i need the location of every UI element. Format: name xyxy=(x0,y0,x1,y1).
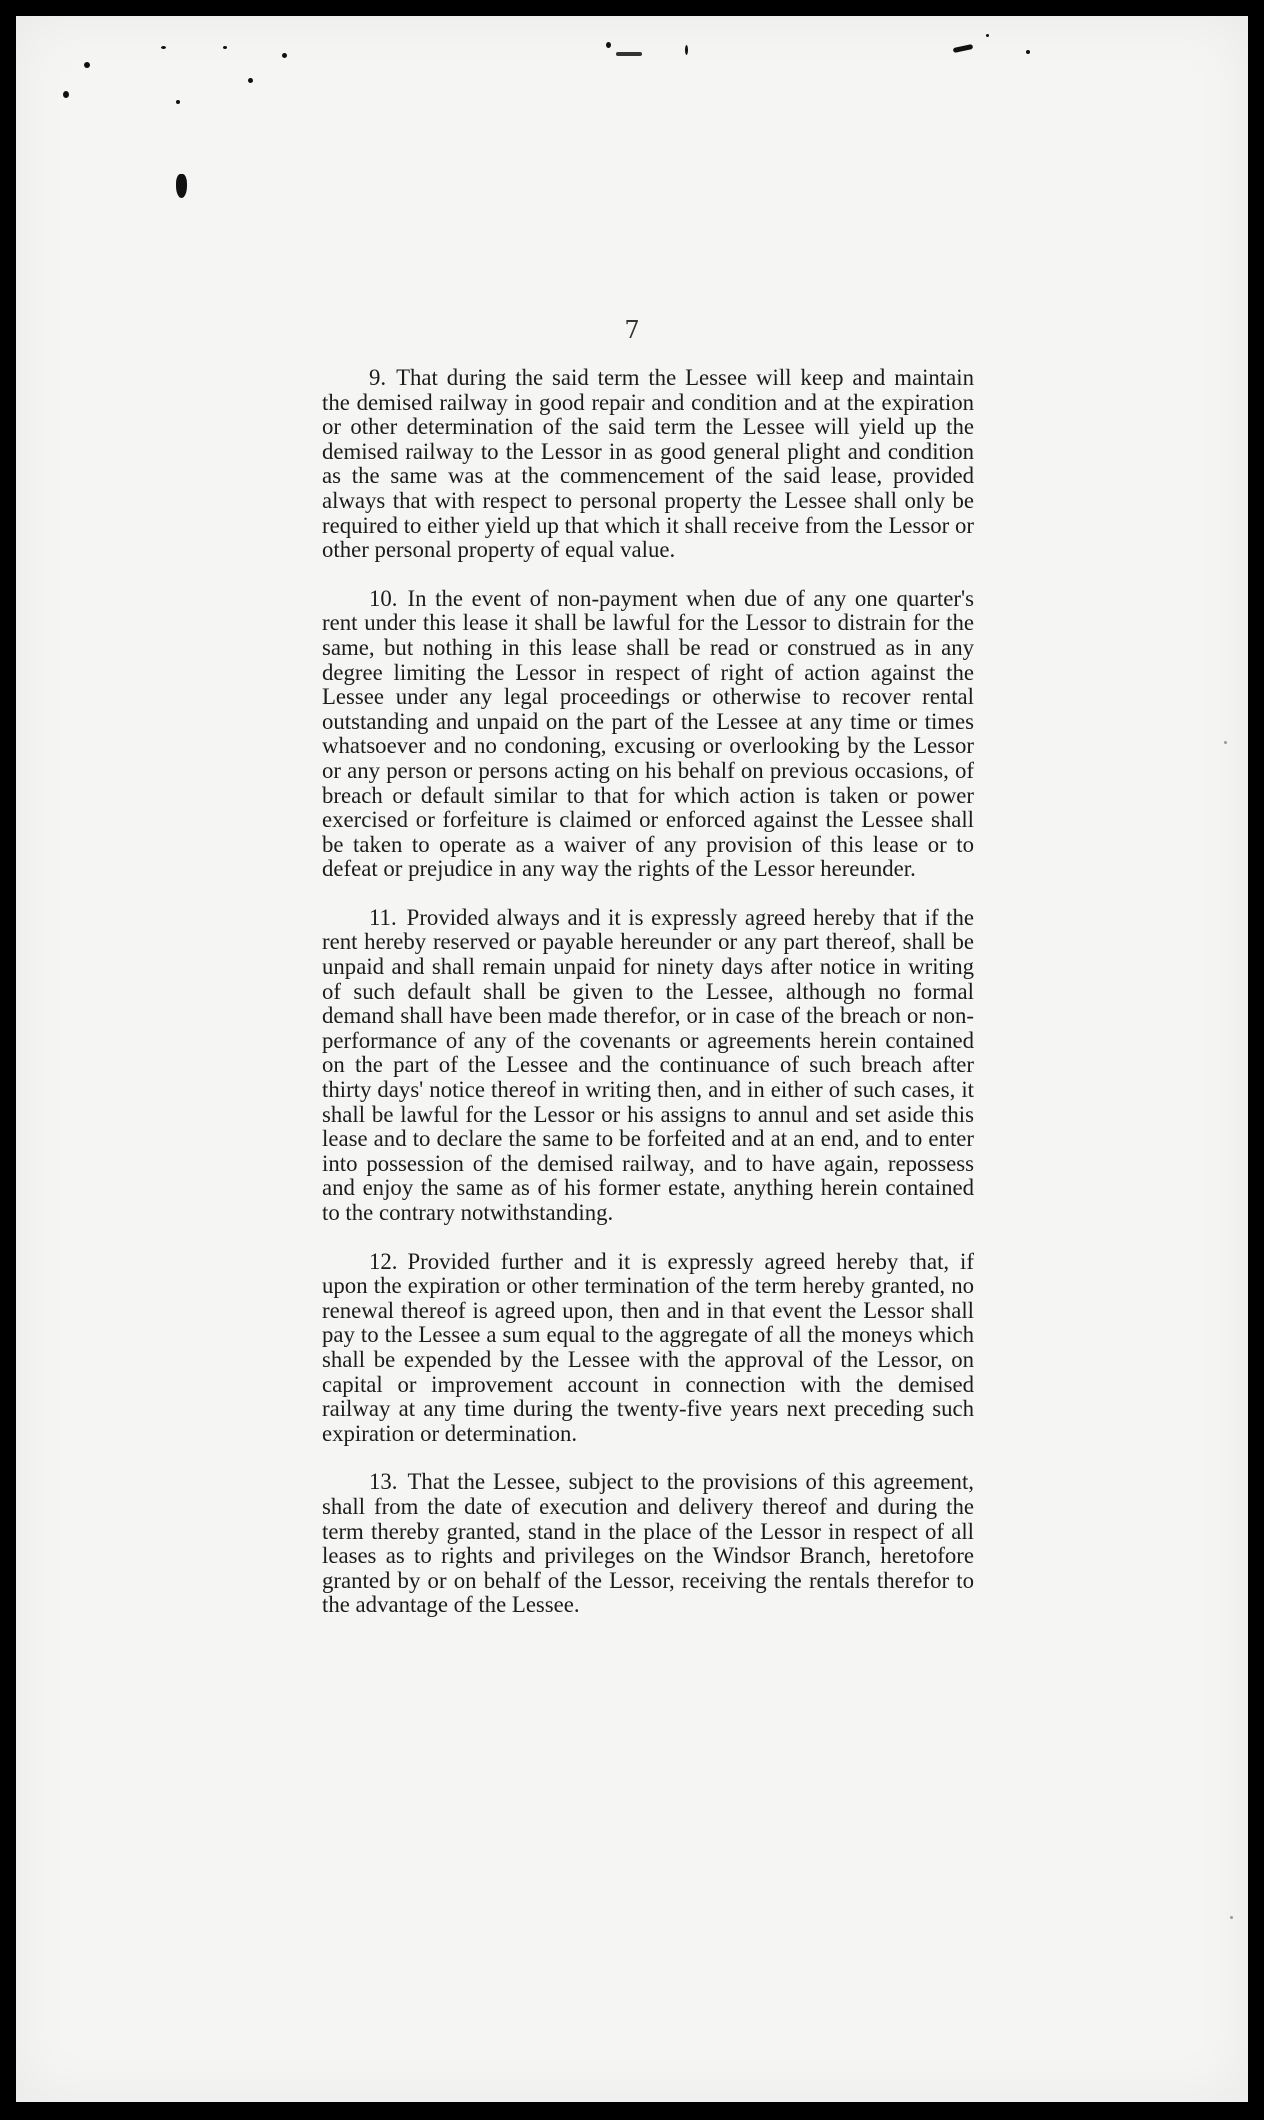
clause-number: 11. xyxy=(369,904,397,930)
clause-number: 13. xyxy=(369,1469,398,1495)
scan-speck xyxy=(63,91,69,98)
scan-speck xyxy=(1224,741,1227,744)
scan-speck xyxy=(84,62,90,68)
scan-speck xyxy=(986,34,989,37)
clause-text: That the Lessee, subject to the provisions of this agreement, shall from the date of execution and delivery thereof and during the term thereby granted, stand in the place of the Lessor in respect of all leases as to rights and privileges on the Windsor Branch, heretofore granted by or on behalf of the Lessor, receiving the rentals therefor to the advantage of the Lessee. xyxy=(322,1469,974,1618)
clause-text: That during the said term the Lessee will keep and maintain the demised railway in good repair and condition and at the expiration or other determination of the said term the Lessee will yield up the demised railway to the Lessor in as good general plight and condition as the same was at the commencement of the said lease, provided always that with respect to personal property the Lessee shall only be required to either yield up that which it shall receive from the Lessor or other personal property of equal value. xyxy=(322,365,974,563)
scan-speck xyxy=(685,45,688,55)
scan-speck xyxy=(1230,1916,1233,1919)
clause-13 xyxy=(322,1470,974,1618)
document-body xyxy=(322,366,974,1642)
clause-11 xyxy=(322,906,974,1226)
clause-12 xyxy=(322,1250,974,1447)
scan-speck xyxy=(248,78,253,83)
scan-speck xyxy=(176,100,180,104)
clause-text: Provided further and it is expressly agreed hereby that, if upon the expiration or other termination of the term hereby granted, no renewal thereof is agreed upon, then and in that event the Lessor shall pay to the Lessee a sum equal to the aggregate of all the moneys which shall be expended by the Lessee with the approval of the Lessor, on capital or improvement account in connection with the demised railway at any time during the twenty-five years next preceding such expiration or determination. xyxy=(322,1248,974,1446)
scan-speck xyxy=(223,46,227,49)
scan-speck xyxy=(953,44,974,53)
page-number: 7 xyxy=(624,316,640,344)
document-page xyxy=(16,16,1248,2102)
clause-number: 10. xyxy=(369,585,398,611)
clause-text: Provided always and it is expressly agreed hereby that if the rent hereby reserved or payable hereunder or any part thereof, shall be unpaid and shall remain unpaid for ninety days after notice in writing of such default shall be given to the Lessee, although no formal demand shall have been made therefor, or in case of the breach or non-performance of any of the covenants or agreements herein contained on the part of the Lessee and the continuance of such breach after thirty days' notice thereof in writing then, and in either of such cases, it shall be lawful for the Lessor or his assigns to annul and set aside this lease and to declare the same to be forfeited and at an end, and to enter into possession of the demised railway, and to have again, repossess and enjoy the same as of his former estate, anything herein contained to the contrary notwithstanding. xyxy=(322,904,974,1225)
clause-text: In the event of non-payment when due of any one quarter's rent under this lease it shall be lawful for the Lessor to distrain for the same, but nothing in this lease shall be read or construed as in any degree limiting the Lessor in respect of right of action against the Lessee under any legal proceedings or otherwise to recover rental outstanding and unpaid on the part of the Lessee at any time or times whatsoever and no condoning, excusing or overlooking by the Lessor or any person or persons acting on his behalf on previous occasions, of breach or default similar to that for which action is taken or power exercised or forfeiture is claimed or enforced against the Lessee shall be taken to operate as a waiver of any provision of this lease or to defeat or prejudice in any way the rights of the Lessor hereunder. xyxy=(322,585,974,882)
scan-speck xyxy=(606,42,611,48)
scan-speck xyxy=(1026,50,1030,54)
scan-speck xyxy=(282,53,287,58)
clause-9 xyxy=(322,366,974,563)
scan-speck xyxy=(616,52,642,56)
scan-speck xyxy=(176,174,187,198)
clause-number: 9. xyxy=(369,365,387,390)
clause-10 xyxy=(322,587,974,882)
scan-speck xyxy=(161,46,166,49)
clause-number: 12. xyxy=(369,1248,398,1274)
